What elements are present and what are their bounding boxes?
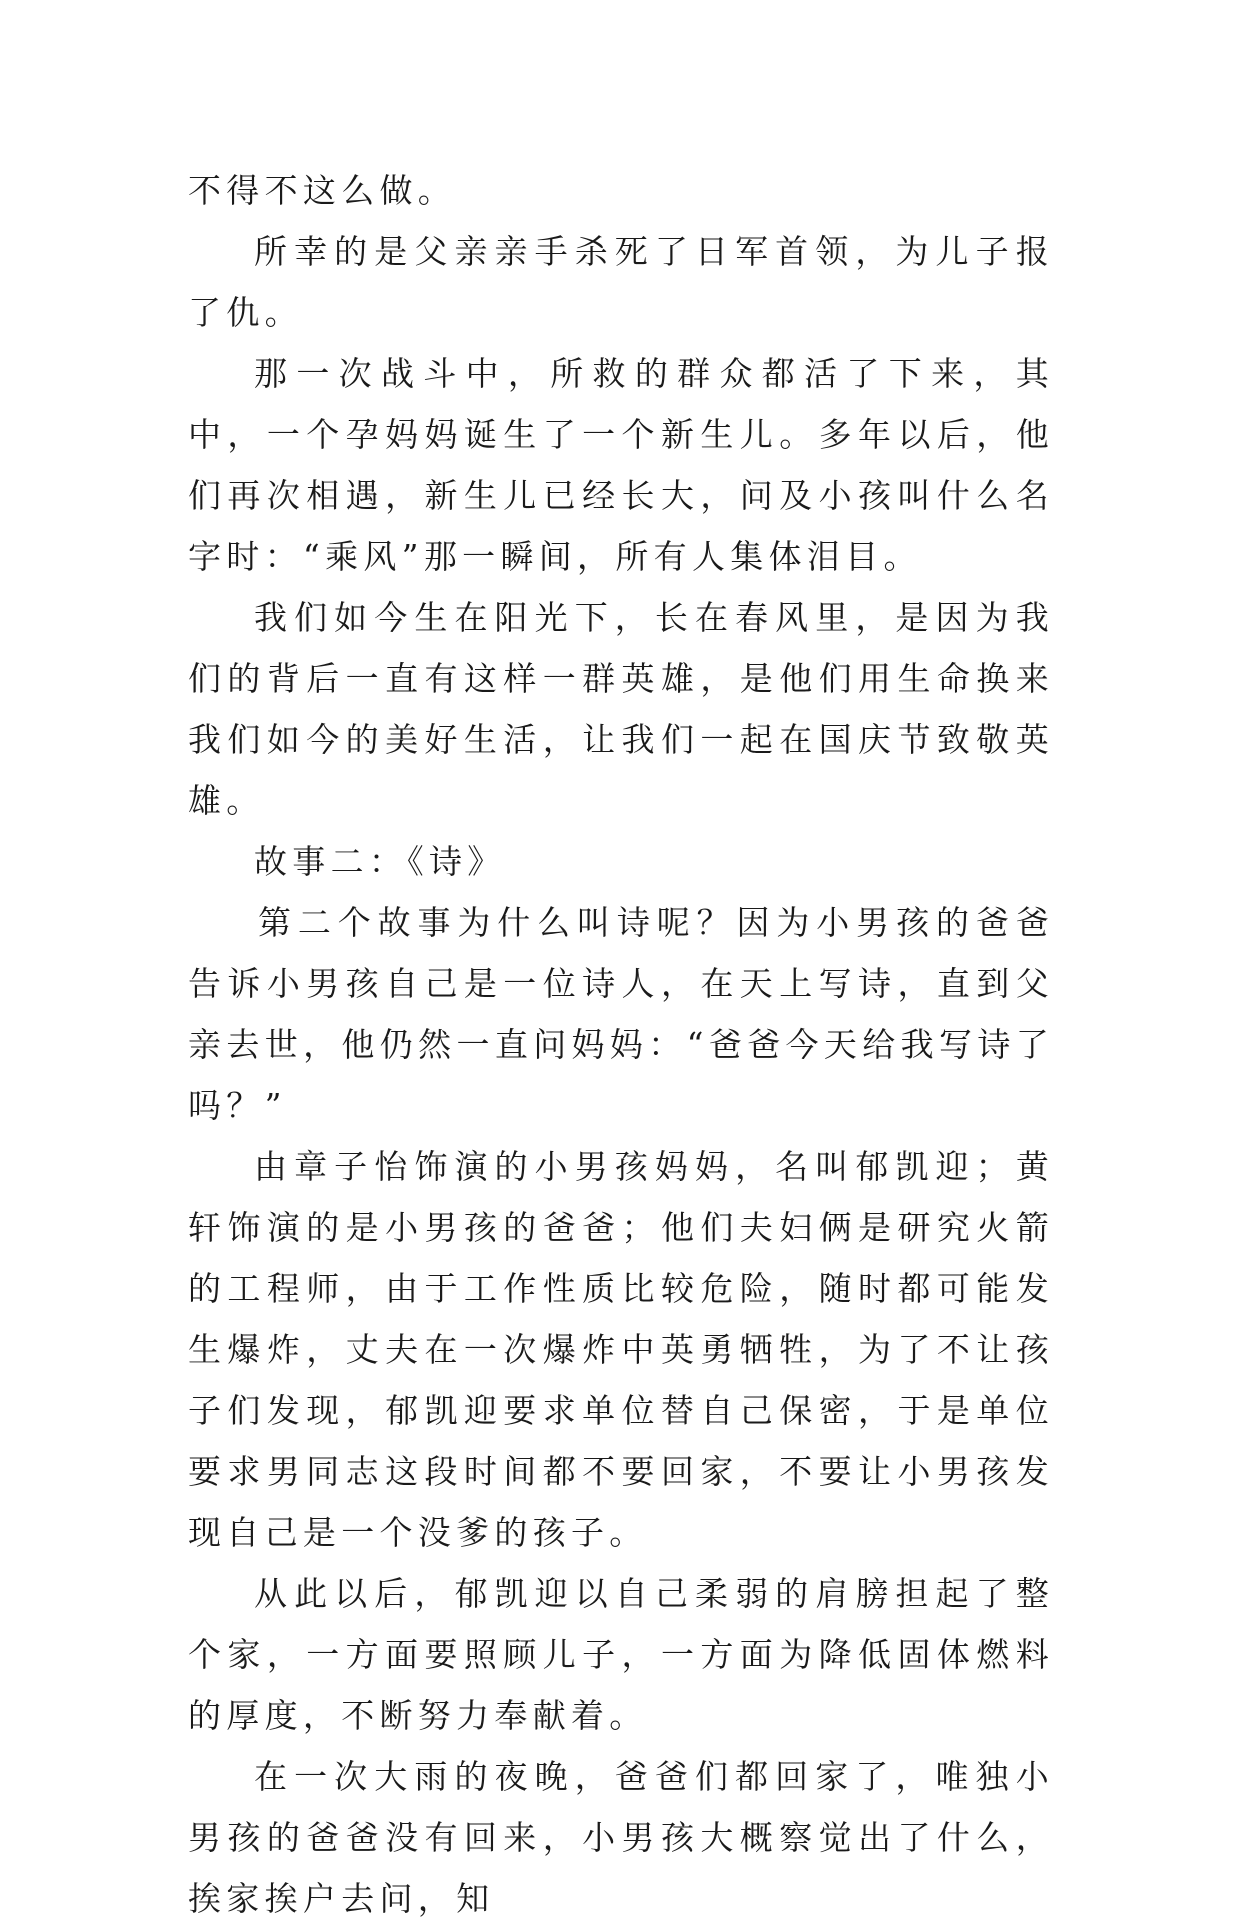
paragraph: 从此以后，郁凯迎以自己柔弱的肩膀担起了整个家，一方面要照顾儿子，一方面为降低固体燃料的厚度，不断努力奉献着。 xyxy=(188,1574,1054,1735)
section-heading: 故事二：《诗》 xyxy=(254,842,506,881)
paragraph-continuation: 不得不这么做。 xyxy=(188,171,457,210)
paragraph: 在一次大雨的夜晚，爸爸们都回家了，唯独小男孩的爸爸没有回来，小男孩大概察觉出了什么，挨家挨户去问，知 xyxy=(188,1757,1054,1918)
paragraph: 所幸的是父亲亲手杀死了日军首领，为儿子报了仇。 xyxy=(188,232,1054,332)
paragraph: 那一次战斗中，所救的群众都活了下来，其中，一个孕妈妈诞生了一个新生儿。多年以后，他们再次相遇，新生儿已经长大，问及小孩叫什么名字时：“乘风”那一瞬间，所有人集体泪目。 xyxy=(188,354,1054,576)
paragraph: 第二个故事为什么叫诗呢？因为小男孩的爸爸告诉小男孩自己是一位诗人，在天上写诗，直到父亲去世，他仍然一直问妈妈：“爸爸今天给我写诗了吗？” xyxy=(188,903,1054,1125)
paragraph: 由章子怡饰演的小男孩妈妈，名叫郁凯迎；黄轩饰演的是小男孩的爸爸；他们夫妇俩是研究火箭的工程师，由于工作性质比较危险，随时都可能发生爆炸，丈夫在一次爆炸中英勇牺牲，为了不让孩子们发现，郁凯迎要求单位替自己保密，于是单位要求男同志这段时间都不要回家，不要让小男孩发现自己是一个没爹的孩子。 xyxy=(188,1147,1054,1552)
document-body xyxy=(188,160,1054,1929)
paragraph: 我们如今生在阳光下，长在春风里，是因为我们的背后一直有这样一群英雄，是他们用生命换来我们如今的美好生活，让我们一起在国庆节致敬英雄。 xyxy=(188,598,1054,820)
